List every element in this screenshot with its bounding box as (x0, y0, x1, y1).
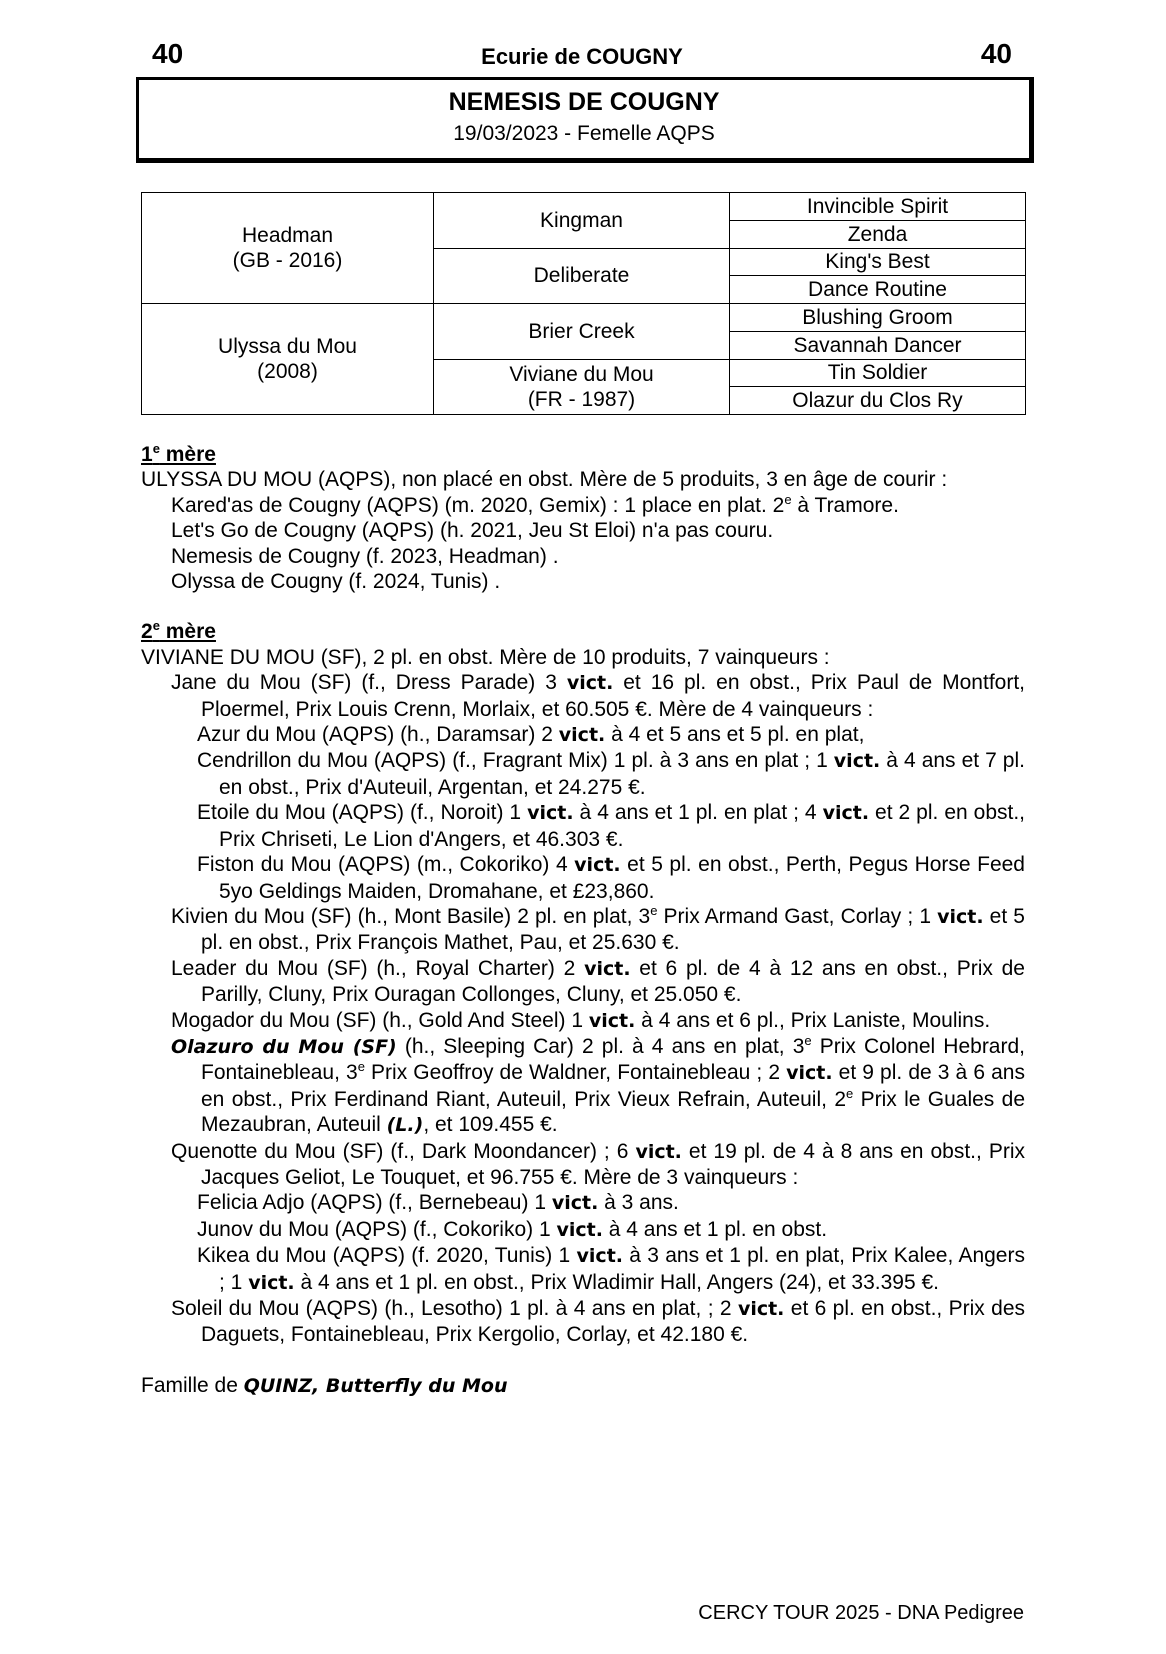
produce-line: Soleil du Mou (AQPS) (h., Lesotho) 1 pl. à 4 ans en plat, ; 2 vict. et 6 pl. en obst., Prix des Daguets, Fontainebleau, Prix Kergolio, Corlay, et 42.180 €. (171, 1297, 1025, 1347)
dam-name: Ulyssa du Mou (218, 335, 357, 358)
sire-info: (GB - 2016) (232, 249, 343, 272)
dam-dam-info: (FR - 1987) (527, 387, 636, 411)
lot-number-left: 40 (152, 38, 184, 69)
sire-dam-cell: Deliberate (434, 248, 730, 304)
horse-birth-sex: 19/03/2023 - Femelle AQPS (453, 122, 715, 145)
consignor-name: Ecurie de COUGNY (481, 44, 683, 69)
produce-line: Felicia Adjo (AQPS) (f., Bernebeau) 1 vict. à 3 ans. (197, 1191, 679, 1215)
dam-dam-cell (434, 359, 730, 415)
dds-cell: Tin Soldier (730, 359, 1026, 387)
first-dam-intro: ULYSSA DU MOU (AQPS), non placé en obst. Mère de 5 produits, 3 en âge de courir : (141, 468, 948, 492)
catalogue-body (141, 442, 1025, 1399)
first-dam-heading: 1e mère (141, 441, 216, 466)
dam-info: (2008) (257, 360, 318, 383)
produce-line: Nemesis de Cougny (f. 2023, Headman) . (171, 544, 559, 568)
sss-cell: Invincible Spirit (730, 193, 1026, 221)
produce-line: Jane du Mou (SF) (f., Dress Parade) 3 vict. et 16 pl. en obst., Prix Paul de Montfort, Ploermel, Prix Louis Crenn, Morlaix, et 60.505 €. Mère de 4 vainqueurs : (171, 671, 1025, 721)
ssd-cell: Zenda (730, 220, 1026, 248)
sds-cell: King's Best (730, 248, 1026, 276)
produce-line: Kikea du Mou (AQPS) (f. 2020, Tunis) 1 vict. à 3 ans et 1 pl. en plat, Prix Kalee, Angers ; 1 vict. à 4 ans et 1 pl. en obst., Prix Wladimir Hall, Angers (24), et 33.395 €. (197, 1244, 1025, 1294)
produce-line: Azur du Mou (AQPS) (h., Daramsar) 2 vict. à 4 et 5 ans et 5 pl. en plat, (197, 723, 865, 747)
produce-line: Let's Go de Cougny (AQPS) (h. 2021, Jeu St Eloi) n'a pas couru. (171, 519, 774, 543)
produce-line: Fiston du Mou (AQPS) (m., Cokoriko) 4 vict. et 5 pl. en obst., Perth, Pegus Horse Feed 5yo Geldings Maiden, Dromahane, et £23,860. (197, 853, 1025, 903)
dsd-cell: Savannah Dancer (730, 331, 1026, 359)
page-header (152, 38, 1012, 72)
dam-cell (142, 304, 434, 415)
produce-line: Etoile du Mou (AQPS) (f., Noroit) 1 vict. à 4 ans et 1 pl. en plat ; 4 vict. et 2 pl. en obst., Prix Chriseti, Le Lion d'Angers, et 46.303 €. (197, 801, 1026, 851)
sire-name: Headman (241, 224, 334, 247)
produce-line: Leader du Mou (SF) (h., Royal Charter) 2 vict. et 6 pl. de 4 à 12 ans en obst., Prix de Parilly, Cluny, Prix Ouragan Collonges, Cluny, et 25.050 €. (171, 956, 1025, 1007)
lot-number-right: 40 (980, 38, 1012, 69)
second-dam-heading: 2e mère (141, 618, 216, 644)
produce-line: Kivien du Mou (SF) (h., Mont Basile) 2 pl. en plat, 3e Prix Armand Gast, Corlay ; 1 vict. et 5 pl. en obst., Prix François Mathet, Pau, et 25.630 €. (171, 902, 1025, 955)
dss-cell: Blushing Groom (730, 304, 1026, 332)
page-footer: CERCY TOUR 2025 - DNA Pedigree (698, 1602, 1024, 1624)
produce-line: Junov du Mou (AQPS) (f., Cokoriko) 1 vict. à 4 ans et 1 pl. en obst. (197, 1217, 828, 1241)
produce-line: Mogador du Mou (SF) (h., Gold And Steel) 1 vict. à 4 ans et 6 pl., Prix Laniste, Moulins. (171, 1008, 991, 1032)
ddd-cell: Olazur du Clos Ry (730, 387, 1026, 415)
produce-line: Kared'as de Cougny (AQPS) (m. 2020, Gemix) : 1 place en plat. 2e à Tramore. (171, 491, 899, 517)
family-line: Famille de QUINZ, Butterfly du Mou (141, 1373, 508, 1397)
second-dam-intro: VIVIANE DU MOU (SF), 2 pl. en obst. Mère de 10 produits, 7 vainqueurs : (141, 645, 830, 669)
produce-line: Olazuro du Mou (SF) (h., Sleeping Car) 2 pl. à 4 ans en plat, 3e Prix Colonel Hebrard, Fontainebleau, 3e Prix Geoffroy de Waldner, Fontainebleau ; 2 vict. et 9 pl. de 3 à 6 ans en obst., Prix Ferdinand Riant, Auteuil, Prix Vieux Refrain, Auteuil, 2e Prix le Guales de Mezaubran, Auteuil (L.), et 109.455 €. (171, 1032, 1025, 1137)
produce-line: Quenotte du Mou (SF) (f., Dark Moondancer) ; 6 vict. et 19 pl. de 4 à 8 ans en obst., Prix Jacques Geliot, Le Touquet, et 96.755 €. Mère de 3 vainqueurs : (171, 1139, 1025, 1189)
dam-sire-cell: Brier Creek (434, 304, 730, 360)
produce-line: Olyssa de Cougny (f. 2024, Tunis) . (171, 570, 501, 594)
horse-name: NEMESIS DE COUGNY (448, 88, 720, 116)
dam-dam-name: Viviane du Mou (509, 362, 654, 386)
produce-line: Cendrillon du Mou (AQPS) (f., Fragrant Mix) 1 pl. à 3 ans en plat ; 1 vict. à 4 ans et 7 pl. en obst., Prix d'Auteuil, Argentan, et 24.275 €. (197, 749, 1025, 799)
pedigree-table (141, 192, 1026, 415)
sire-sire-cell: Kingman (434, 193, 730, 249)
sire-cell (142, 193, 434, 304)
sdd-cell: Dance Routine (730, 276, 1026, 304)
horse-title-box (136, 77, 1034, 163)
